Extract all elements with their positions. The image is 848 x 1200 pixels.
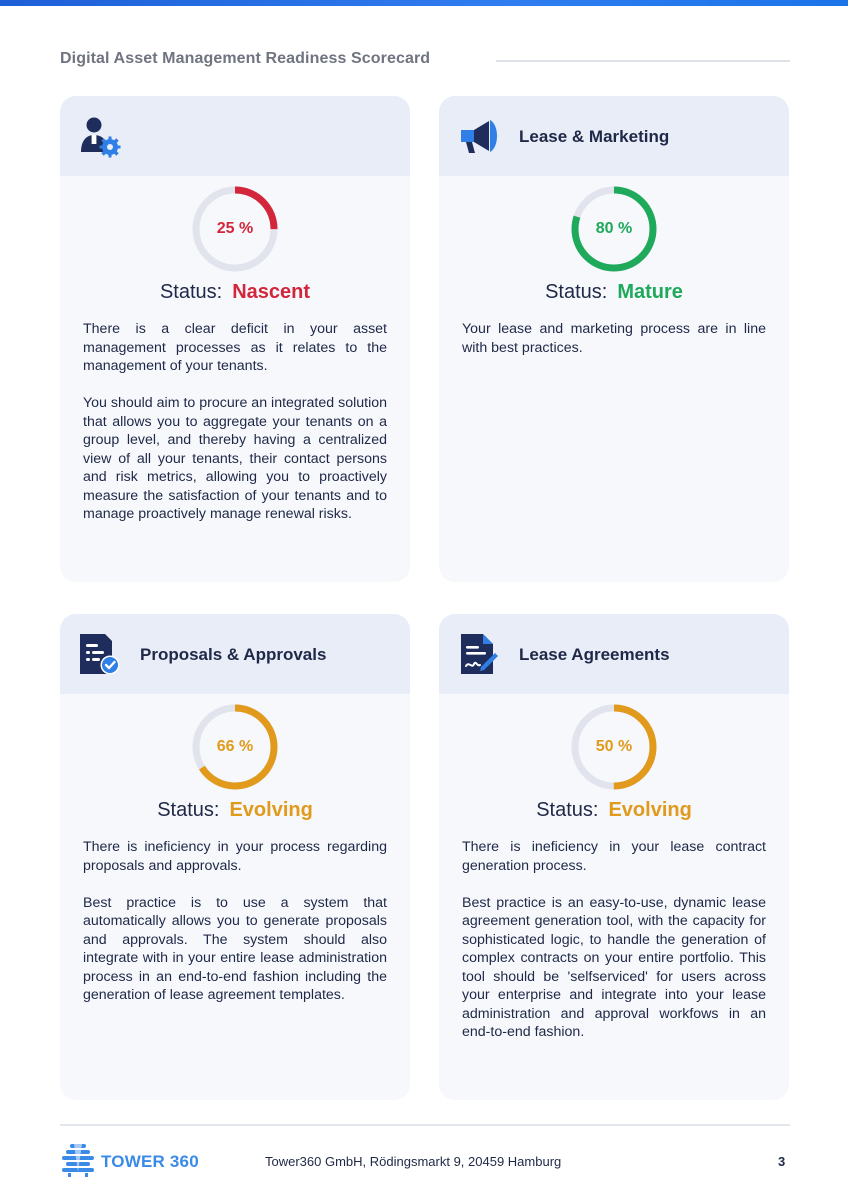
card-title: Proposals & Approvals: [140, 645, 327, 664]
paragraph: Best practice is to use a system that automatically allows you to generate proposals and approvals. The system should also integrate with in your entire lease administration process in an end-to-end fashion including the generation of lease agreement templates.: [83, 894, 387, 1003]
tower360-logo-icon: [60, 1142, 100, 1178]
status-line: [60, 799, 410, 822]
card-header: [60, 614, 410, 694]
card-title: Lease & Marketing: [519, 127, 670, 146]
card-description: [462, 320, 766, 376]
paragraph: There is ineficiency in your process regarding proposals and approvals.: [83, 839, 387, 874]
document-check-icon: [78, 632, 122, 676]
contract-signature-icon: [457, 632, 501, 676]
footer-address: Tower360 GmbH, Rödingsmarkt 9, 20459 Hamburg: [265, 1154, 562, 1169]
scorecard-card-lease-agreements: [439, 614, 789, 1100]
title-divider: [496, 60, 790, 62]
percent-label: 50 %: [595, 738, 633, 755]
status-line: [439, 799, 789, 822]
scorecard-card-proposals-approvals: [60, 614, 410, 1100]
megaphone-icon: [457, 114, 501, 158]
status-prefix: Status:: [157, 799, 220, 821]
user-gear-icon: [78, 114, 122, 158]
paragraph: There is a clear deficit in your asset management processes as it relates to the management of your tenants.: [83, 321, 387, 374]
card-header: [439, 96, 789, 176]
card-description: [83, 320, 387, 542]
paragraph: You should aim to procure an integrated solution that allows you to aggregate your tenants on a group level, and thereby having a centralized view of all your tenants, their contact persons and risk metrics, allowing you to proactively measure the satisfaction of your tenants and to manage proactively manage renewal risks.: [83, 395, 387, 522]
card-description: [462, 838, 766, 1060]
status-value: Nascent: [232, 281, 311, 303]
status-value: Evolving: [229, 799, 313, 821]
status-value: Mature: [617, 281, 683, 303]
paragraph: Your lease and marketing process are in line with best practices.: [462, 321, 766, 356]
card-title: Lease Agreements: [519, 645, 670, 664]
page-title: Digital Asset Management Readiness Scorecard: [60, 50, 431, 67]
paragraph: There is ineficiency in your lease contract generation process.: [462, 839, 766, 874]
page-number: 3: [778, 1154, 786, 1169]
status-value: Evolving: [608, 799, 692, 821]
card-description: [83, 838, 387, 1023]
status-prefix: Status:: [545, 281, 608, 303]
paragraph: Best practice is an easy-to-use, dynamic lease agreement generation tool, with the capacity for sophisticated logic, to handle the generation of complex contracts on your entire portfolio. This tool should be 'selfserviced' for users across your enterprise and integrate into your lease administration and approval workfows in an end-to-end fashion.: [462, 894, 766, 1040]
footer-divider: [60, 1124, 790, 1126]
footer-brand: TOWER 360: [101, 1152, 199, 1171]
top-accent-bar: [0, 0, 848, 6]
scorecard-card-lease-marketing: [439, 96, 789, 582]
card-header: [439, 614, 789, 694]
percent-label: 66 %: [216, 738, 254, 755]
scorecard-card-tenants: [60, 96, 410, 582]
percent-label: 80 %: [595, 220, 633, 237]
card-header: [60, 96, 410, 176]
percent-label: 25 %: [216, 220, 254, 237]
status-prefix: Status:: [536, 799, 599, 821]
status-line: [60, 281, 410, 304]
status-line: [439, 281, 789, 304]
status-prefix: Status:: [159, 281, 223, 303]
